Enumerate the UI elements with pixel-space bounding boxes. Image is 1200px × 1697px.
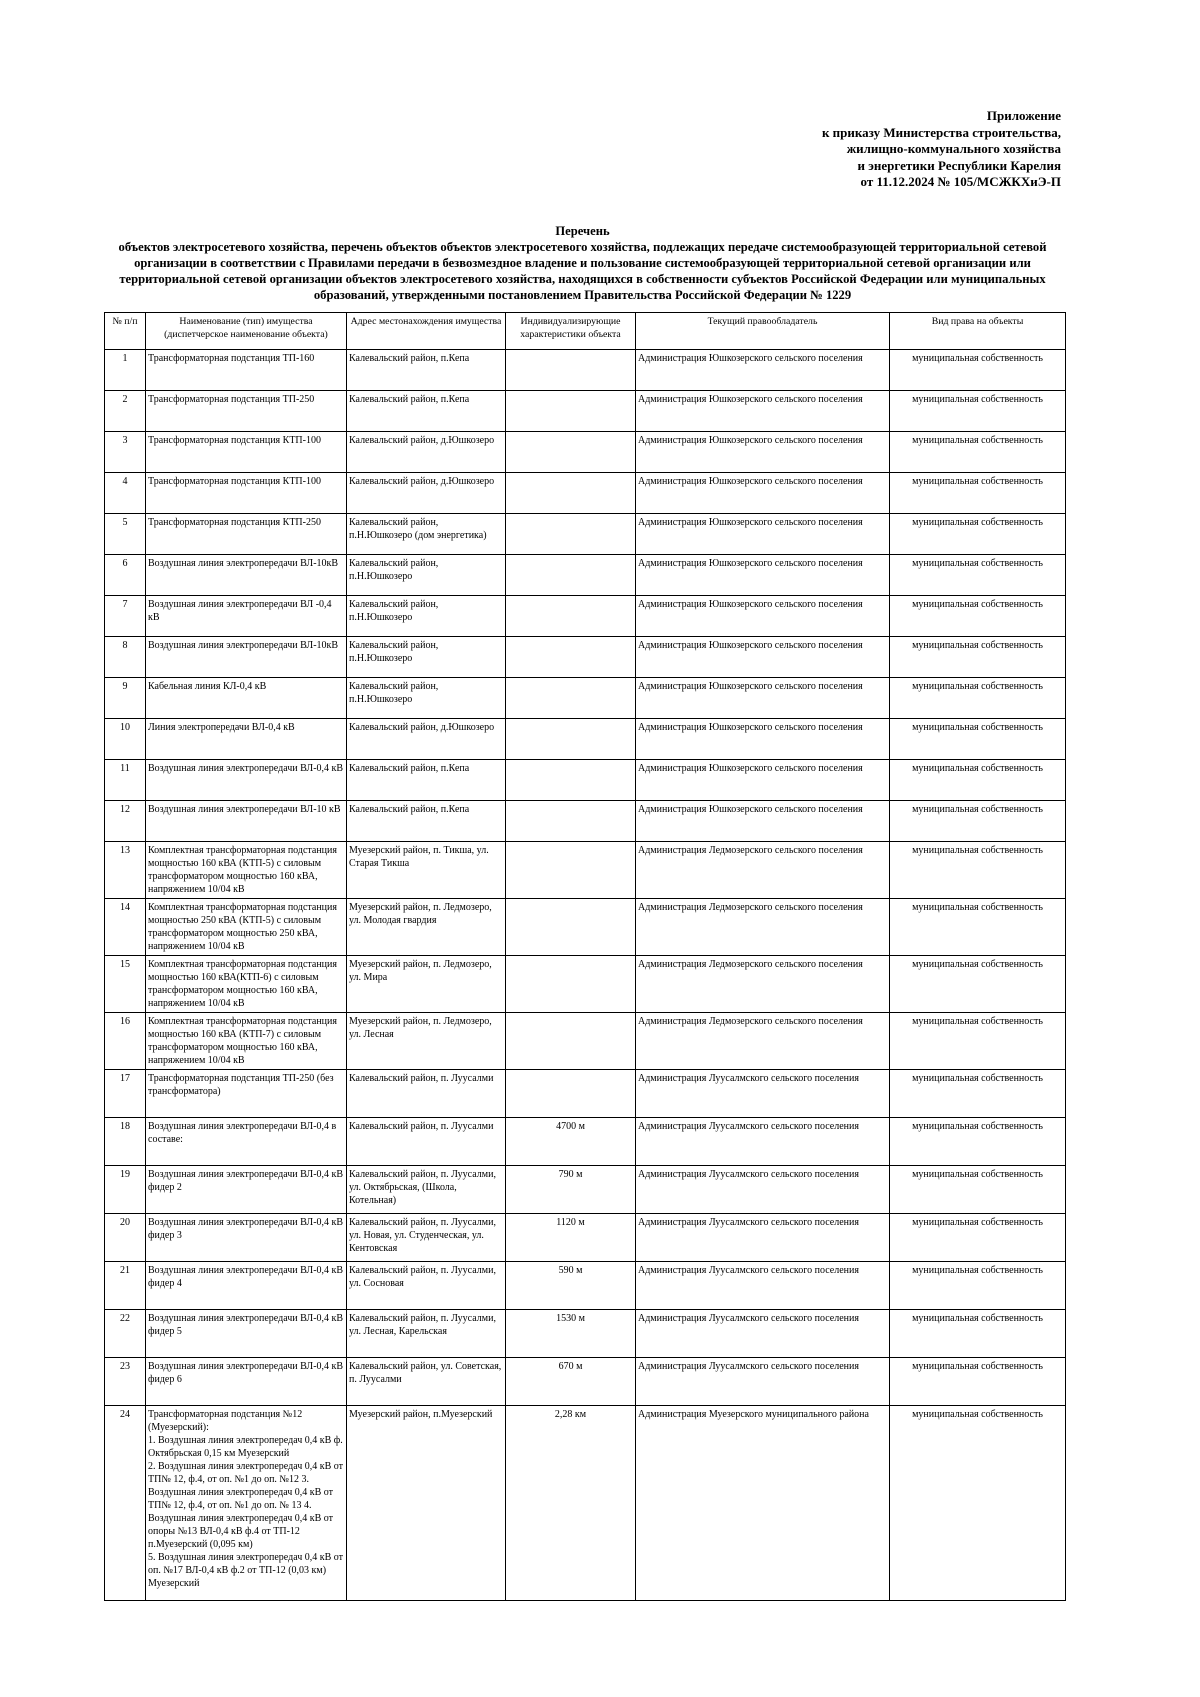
cell-owner: Администрация Юшкозерского сельского поселения xyxy=(636,350,890,391)
header-owner: Текущий правообладатель xyxy=(636,313,890,350)
cell-chars xyxy=(506,719,636,760)
cell-address: Калевальский район, п.Н.Юшкозеро xyxy=(347,637,506,678)
cell-right: муниципальная собственность xyxy=(890,1013,1066,1070)
cell-name: Линия электропередачи ВЛ-0,4 кВ xyxy=(146,719,347,760)
cell-chars xyxy=(506,956,636,1013)
cell-name: Воздушная линия электропередачи ВЛ-0,4 кВ фидер 6 xyxy=(146,1358,347,1406)
title-line: организации в соответствии с Правилами передачи в безвозмездное владение и пользование системообразующей территориальной сетевой организации или xyxy=(134,256,1031,270)
cell-owner: Администрация Юшкозерского сельского поселения xyxy=(636,432,890,473)
cell-name: Трансформаторная подстанция ТП-250 xyxy=(146,391,347,432)
cell-num: 1 xyxy=(105,350,146,391)
table-row xyxy=(105,391,1066,432)
title-line: объектов электросетевого хозяйства, перечень объектов объектов электросетевого хозяйства, подлежащих передаче системообразующей территориальной сетевой xyxy=(118,240,1047,254)
cell-name: Воздушная линия электропередачи ВЛ-0,4 кВ фидер 4 xyxy=(146,1262,347,1310)
cell-right: муниципальная собственность xyxy=(890,899,1066,956)
cell-chars xyxy=(506,473,636,514)
cell-name: Трансформаторная подстанция ТП-160 xyxy=(146,350,347,391)
cell-chars xyxy=(506,678,636,719)
appendix-line: и энергетики Республики Карелия xyxy=(857,157,1061,173)
cell-owner: Администрация Луусалмского сельского поселения xyxy=(636,1118,890,1166)
table-row xyxy=(105,1013,1066,1070)
cell-owner: Администрация Луусалмского сельского поселения xyxy=(636,1358,890,1406)
cell-num: 17 xyxy=(105,1070,146,1118)
cell-chars: 4700 м xyxy=(506,1118,636,1166)
cell-owner: Администрация Луусалмского сельского поселения xyxy=(636,1214,890,1262)
cell-name: Воздушная линия электропередачи ВЛ-10кВ xyxy=(146,555,347,596)
table-row xyxy=(105,432,1066,473)
header-chars: Индивидуализирующие характеристики объекта xyxy=(506,313,636,350)
cell-address: Калевальский район, д.Юшкозеро xyxy=(347,432,506,473)
cell-chars xyxy=(506,432,636,473)
cell-right: муниципальная собственность xyxy=(890,801,1066,842)
cell-right: муниципальная собственность xyxy=(890,514,1066,555)
cell-owner: Администрация Луусалмского сельского поселения xyxy=(636,1262,890,1310)
cell-num: 2 xyxy=(105,391,146,432)
title-line: территориальной сетевой организации объектов электросетевого хозяйства, находящихся в собственности субъектов Российской Федерации или муниципальных xyxy=(119,272,1046,286)
appendix-line: к приказу Министерства строительства, xyxy=(821,124,1061,140)
cell-address: Калевальский район, п.Кепа xyxy=(347,350,506,391)
header-right: Вид права на объекты xyxy=(890,313,1066,350)
cell-num: 10 xyxy=(105,719,146,760)
header-num: № п/п xyxy=(105,313,146,350)
cell-num: 21 xyxy=(105,1262,146,1310)
table-row xyxy=(105,899,1066,956)
table-row xyxy=(105,760,1066,801)
cell-chars xyxy=(506,637,636,678)
cell-owner: Администрация Ледмозерского сельского поселения xyxy=(636,1013,890,1070)
cell-num: 12 xyxy=(105,801,146,842)
table-row xyxy=(105,719,1066,760)
cell-owner: Администрация Ледмозерского сельского поселения xyxy=(636,842,890,899)
table-row xyxy=(105,678,1066,719)
cell-owner: Администрация Луусалмского сельского поселения xyxy=(636,1070,890,1118)
cell-right: муниципальная собственность xyxy=(890,350,1066,391)
cell-owner: Администрация Юшкозерского сельского поселения xyxy=(636,473,890,514)
cell-name: Комплектная трансформаторная подстанция мощностью 250 кВА (КТП-5) с силовым трансформатором мощностью 250 кВА, напряжением 10/04 кВ xyxy=(146,899,347,956)
cell-num: 23 xyxy=(105,1358,146,1406)
cell-num: 16 xyxy=(105,1013,146,1070)
cell-address: Калевальский район, п. Луусалми, ул. Октябрьская, (Школа, Котельная) xyxy=(347,1166,506,1214)
appendix-line: Приложение xyxy=(986,108,1061,123)
cell-chars xyxy=(506,350,636,391)
cell-address: Калевальский район, п.Н.Юшкозеро xyxy=(347,678,506,719)
cell-name: Воздушная линия электропередачи ВЛ-10 кВ xyxy=(146,801,347,842)
cell-name: Трансформаторная подстанция КТП-100 xyxy=(146,473,347,514)
cell-address: Муезерский район, п. Тикша, ул. Старая Тикша xyxy=(347,842,506,899)
table-row xyxy=(105,555,1066,596)
cell-right: муниципальная собственность xyxy=(890,1310,1066,1358)
cell-right: муниципальная собственность xyxy=(890,432,1066,473)
table-row xyxy=(105,1166,1066,1214)
cell-address: Калевальский район, п.Н.Юшкозеро (дом энергетика) xyxy=(347,514,506,555)
table-row xyxy=(105,596,1066,637)
cell-name: Воздушная линия электропередачи ВЛ-0,4 кВ фидер 3 xyxy=(146,1214,347,1262)
cell-right: муниципальная собственность xyxy=(890,596,1066,637)
table-row xyxy=(105,1310,1066,1358)
cell-num: 15 xyxy=(105,956,146,1013)
table-row xyxy=(105,1358,1066,1406)
cell-address: Калевальский район, п. Луусалми xyxy=(347,1070,506,1118)
cell-num: 5 xyxy=(105,514,146,555)
cell-owner: Администрация Юшкозерского сельского поселения xyxy=(636,514,890,555)
cell-chars: 2,28 км xyxy=(506,1406,636,1601)
cell-name: Воздушная линия электропередачи ВЛ -0,4 кВ xyxy=(146,596,347,637)
cell-name: Воздушная линия электропередачи ВЛ-0,4 кВ фидер 2 xyxy=(146,1166,347,1214)
header-address: Адрес местонахождения имущества xyxy=(347,313,506,350)
cell-address: Калевальский район, п.Кепа xyxy=(347,801,506,842)
cell-chars xyxy=(506,1013,636,1070)
cell-num: 19 xyxy=(105,1166,146,1214)
cell-owner: Администрация Юшкозерского сельского поселения xyxy=(636,678,890,719)
cell-right: муниципальная собственность xyxy=(890,719,1066,760)
cell-num: 9 xyxy=(105,678,146,719)
cell-chars: 1530 м xyxy=(506,1310,636,1358)
table-header-row xyxy=(105,313,1066,350)
cell-owner: Администрация Ледмозерского сельского поселения xyxy=(636,899,890,956)
cell-name: Трансформаторная подстанция КТП-100 xyxy=(146,432,347,473)
cell-address: Калевальский район, ул. Советская, п. Луусалми xyxy=(347,1358,506,1406)
cell-right: муниципальная собственность xyxy=(890,1358,1066,1406)
table-row xyxy=(105,1214,1066,1262)
header-name: Наименование (тип) имущества (диспетчерское наименование объекта) xyxy=(146,313,347,350)
cell-num: 8 xyxy=(105,637,146,678)
appendix-line: от 11.12.2024 № 105/МСЖКХиЭ-П xyxy=(860,174,1061,189)
cell-right: муниципальная собственность xyxy=(890,842,1066,899)
cell-address: Калевальский район, д.Юшкозеро xyxy=(347,473,506,514)
cell-right: муниципальная собственность xyxy=(890,1262,1066,1310)
cell-name: Трансформаторная подстанция №12 (Муезерский): 1. Воздушная линия электропередач 0,4 кВ ф. Октябрьская 0,15 км Муезерский 2. Воздушная линия электропередач 0,4 кВ от ТП№ 12, ф.4, от оп. №1 до оп. №12 3. Воздушная линия электропередач 0,4 кВ от ТП№ 12, ф.4, от оп. №1 до оп. № 13 4. Воздушная линия электропередач 0,4 кВ от опоры №13 ВЛ-0,4 кВ ф.4 от ТП-12 п.Муезерский (0,095 км) 5. Воздушная линия электропередач 0,4 кВ от оп. №17 ВЛ-0,4 кВ ф.2 от ТП-12 (0,03 км) Муезерский xyxy=(146,1406,347,1601)
cell-right: муниципальная собственность xyxy=(890,1070,1066,1118)
appendix-line: жилищно-коммунального хозяйства xyxy=(846,141,1061,156)
title-line: Перечень xyxy=(555,224,610,238)
cell-right: муниципальная собственность xyxy=(890,1118,1066,1166)
cell-owner: Администрация Луусалмского сельского поселения xyxy=(636,1310,890,1358)
table-row xyxy=(105,1070,1066,1118)
cell-owner: Администрация Муезерского муниципального района xyxy=(636,1406,890,1601)
table-row xyxy=(105,956,1066,1013)
cell-num: 6 xyxy=(105,555,146,596)
cell-right: муниципальная собственность xyxy=(890,1406,1066,1601)
cell-chars: 670 м xyxy=(506,1358,636,1406)
document-title xyxy=(100,223,1065,303)
cell-address: Калевальский район, п.Кепа xyxy=(347,760,506,801)
cell-address: Муезерский район, п. Ледмозеро, ул. Лесная xyxy=(347,1013,506,1070)
cell-chars: 1120 м xyxy=(506,1214,636,1262)
title-line: образований, утвержденными постановлением Правительства Российской Федерации № 1229 xyxy=(313,288,852,302)
cell-address: Муезерский район, п. Ледмозеро, ул. Мира xyxy=(347,956,506,1013)
cell-address: Калевальский район, д.Юшкозеро xyxy=(347,719,506,760)
cell-address: Муезерский район, п.Муезерский xyxy=(347,1406,506,1601)
cell-name: Трансформаторная подстанция КТП-250 xyxy=(146,514,347,555)
cell-right: муниципальная собственность xyxy=(890,678,1066,719)
cell-chars xyxy=(506,760,636,801)
cell-num: 11 xyxy=(105,760,146,801)
cell-name: Трансформаторная подстанция ТП-250 (без трансформатора) xyxy=(146,1070,347,1118)
cell-address: Калевальский район, п. Луусалми xyxy=(347,1118,506,1166)
cell-num: 4 xyxy=(105,473,146,514)
cell-address: Калевальский район, п.Кепа xyxy=(347,391,506,432)
cell-owner: Администрация Юшкозерского сельского поселения xyxy=(636,719,890,760)
cell-address: Муезерский район, п. Ледмозеро, ул. Молодая гвардия xyxy=(347,899,506,956)
cell-owner: Администрация Луусалмского сельского поселения xyxy=(636,1166,890,1214)
cell-chars xyxy=(506,514,636,555)
cell-right: муниципальная собственность xyxy=(890,956,1066,1013)
table-row xyxy=(105,1406,1066,1601)
cell-name: Воздушная линия электропередачи ВЛ-10кВ xyxy=(146,637,347,678)
cell-owner: Администрация Юшкозерского сельского поселения xyxy=(636,637,890,678)
cell-name: Воздушная линия электропередачи ВЛ-0,4 кВ xyxy=(146,760,347,801)
cell-name: Воздушная линия электропередачи ВЛ-0,4 кВ фидер 5 xyxy=(146,1310,347,1358)
cell-address: Калевальский район, п. Луусалми, ул. Лесная, Карельская xyxy=(347,1310,506,1358)
cell-chars xyxy=(506,391,636,432)
cell-address: Калевальский район, п.Н.Юшкозеро xyxy=(347,596,506,637)
cell-chars xyxy=(506,899,636,956)
cell-owner: Администрация Юшкозерского сельского поселения xyxy=(636,555,890,596)
cell-chars xyxy=(506,1070,636,1118)
cell-name: Комплектная трансформаторная подстанция мощностью 160 кВА (КТП-7) с силовым трансформатором мощностью 160 кВА, напряжением 10/04 кВ xyxy=(146,1013,347,1070)
cell-name: Воздушная линия электропередачи ВЛ-0,4 в составе: xyxy=(146,1118,347,1166)
table-row xyxy=(105,473,1066,514)
cell-chars: 790 м xyxy=(506,1166,636,1214)
cell-right: муниципальная собственность xyxy=(890,473,1066,514)
cell-owner: Администрация Юшкозерского сельского поселения xyxy=(636,391,890,432)
table-row xyxy=(105,350,1066,391)
cell-right: муниципальная собственность xyxy=(890,637,1066,678)
table-row xyxy=(105,842,1066,899)
cell-right: муниципальная собственность xyxy=(890,391,1066,432)
cell-chars: 590 м xyxy=(506,1262,636,1310)
cell-right: муниципальная собственность xyxy=(890,555,1066,596)
objects-table xyxy=(104,312,1066,1601)
cell-chars xyxy=(506,801,636,842)
cell-name: Комплектная трансформаторная подстанция мощностью 160 кВА (КТП-5) с силовым трансформатором мощностью 160 кВА, напряжением 10/04 кВ xyxy=(146,842,347,899)
cell-num: 24 xyxy=(105,1406,146,1601)
cell-num: 7 xyxy=(105,596,146,637)
cell-num: 18 xyxy=(105,1118,146,1166)
cell-num: 3 xyxy=(105,432,146,473)
table-row xyxy=(105,801,1066,842)
cell-address: Калевальский район, п. Луусалми, ул. Сосновая xyxy=(347,1262,506,1310)
cell-name: Комплектная трансформаторная подстанция мощностью 160 кВА(КТП-6) с силовым трансформатором мощностью 160 кВА, напряжением 10/04 кВ xyxy=(146,956,347,1013)
cell-owner: Администрация Юшкозерского сельского поселения xyxy=(636,760,890,801)
table-row xyxy=(105,637,1066,678)
cell-right: муниципальная собственность xyxy=(890,1214,1066,1262)
table-row xyxy=(105,514,1066,555)
cell-address: Калевальский район, п. Луусалми, ул. Новая, ул. Студенческая, ул. Кентовская xyxy=(347,1214,506,1262)
cell-num: 13 xyxy=(105,842,146,899)
cell-num: 22 xyxy=(105,1310,146,1358)
cell-num: 14 xyxy=(105,899,146,956)
cell-num: 20 xyxy=(105,1214,146,1262)
cell-name: Кабельная линия КЛ-0,4 кВ xyxy=(146,678,347,719)
cell-chars xyxy=(506,596,636,637)
appendix-block xyxy=(641,108,1061,191)
cell-owner: Администрация Юшкозерского сельского поселения xyxy=(636,596,890,637)
table-row xyxy=(105,1118,1066,1166)
cell-owner: Администрация Юшкозерского сельского поселения xyxy=(636,801,890,842)
cell-owner: Администрация Ледмозерского сельского поселения xyxy=(636,956,890,1013)
cell-chars xyxy=(506,555,636,596)
cell-chars xyxy=(506,842,636,899)
cell-address: Калевальский район, п.Н.Юшкозеро xyxy=(347,555,506,596)
table-row xyxy=(105,1262,1066,1310)
cell-right: муниципальная собственность xyxy=(890,760,1066,801)
cell-right: муниципальная собственность xyxy=(890,1166,1066,1214)
